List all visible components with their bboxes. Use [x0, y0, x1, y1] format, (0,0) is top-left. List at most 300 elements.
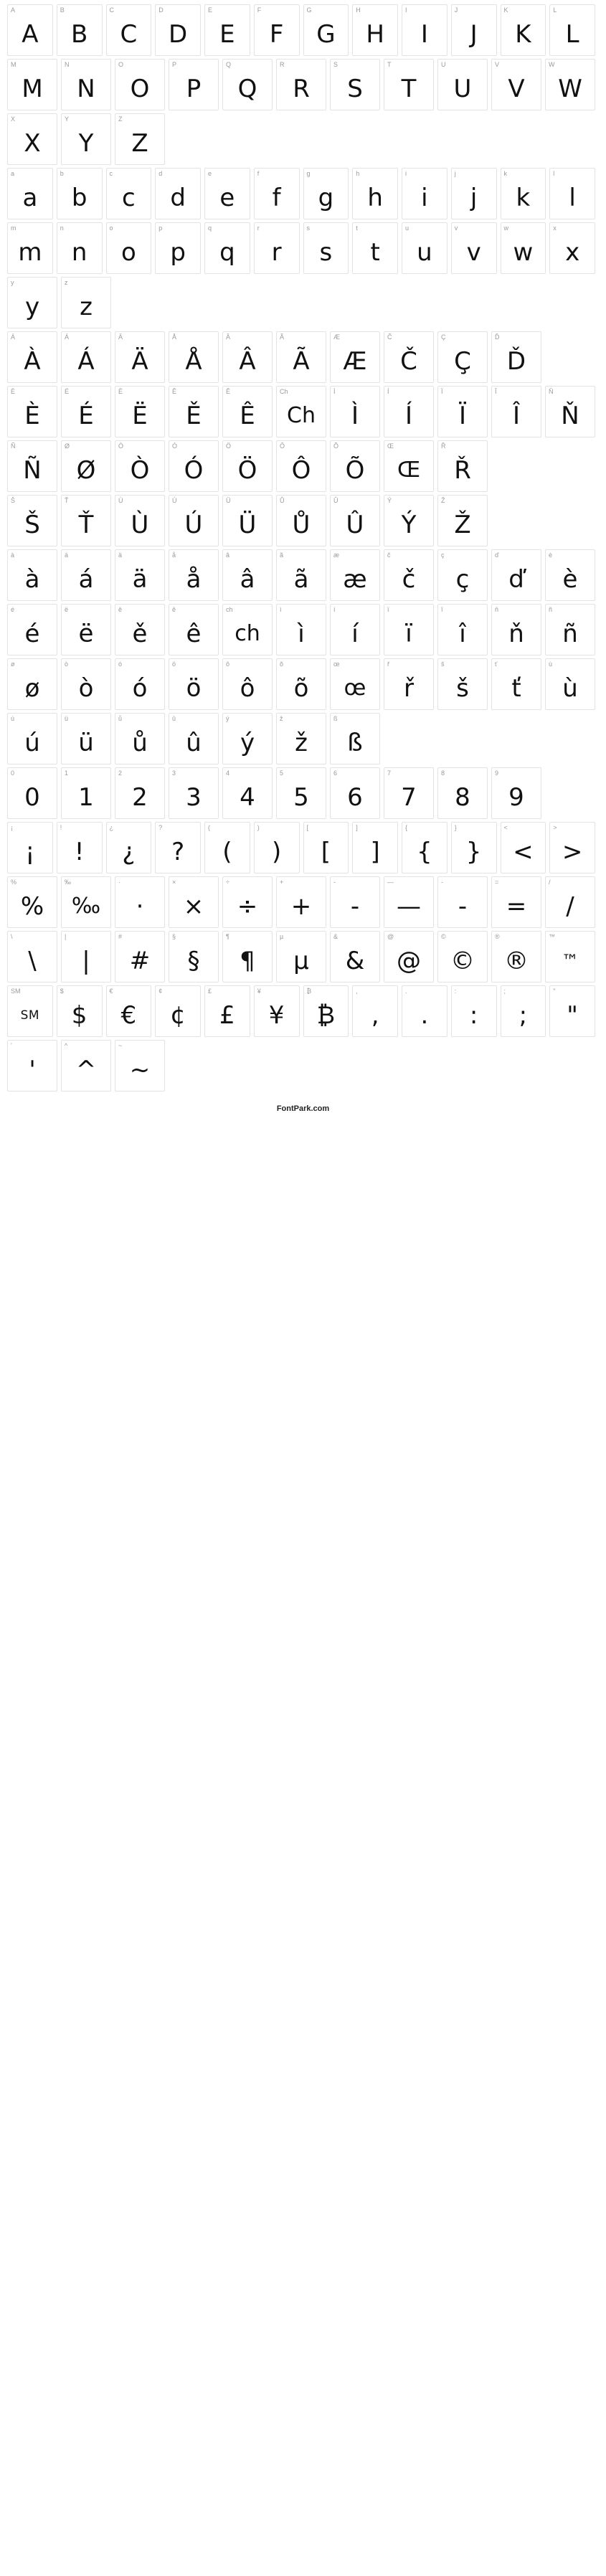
glyph-cell[interactable]	[169, 440, 219, 492]
glyph-cell[interactable]	[222, 604, 273, 655]
glyph-cell[interactable]	[115, 713, 165, 764]
glyph-cell[interactable]	[61, 386, 111, 437]
glyph-cell[interactable]	[115, 876, 165, 928]
glyph-cell[interactable]	[61, 931, 111, 982]
glyph-sheet	[0, 0, 606, 1092]
glyph-cell[interactable]	[491, 331, 541, 383]
glyph-cell[interactable]	[222, 331, 273, 383]
glyph-cell-character: Ch	[287, 403, 316, 428]
glyph-cell[interactable]	[155, 4, 201, 56]
glyph-cell[interactable]	[115, 931, 165, 982]
glyph-cell[interactable]	[352, 822, 398, 873]
glyph-cell-character: 2	[132, 783, 148, 812]
glyph-cell[interactable]	[61, 277, 111, 328]
glyph-cell[interactable]	[276, 59, 326, 110]
glyph-cell-character: h	[367, 184, 383, 212]
glyph-cell[interactable]	[169, 931, 219, 982]
glyph-cell-character: ň	[508, 620, 524, 648]
glyph-cell-label: ë	[65, 606, 69, 613]
glyph-cell[interactable]	[330, 604, 380, 655]
glyph-cell-character: Õ	[345, 456, 365, 485]
glyph-cell[interactable]	[254, 168, 300, 219]
glyph-cell-label: û	[172, 715, 176, 722]
glyph-cell-label: h	[356, 170, 360, 177]
glyph-cell-character: Ž	[454, 511, 471, 539]
glyph-cell[interactable]	[169, 495, 219, 546]
glyph-cell[interactable]	[222, 440, 273, 492]
glyph-cell-character: Ö	[237, 456, 257, 485]
glyph-cell[interactable]	[384, 658, 434, 710]
glyph-cell[interactable]	[7, 604, 57, 655]
glyph-cell[interactable]	[254, 822, 300, 873]
glyph-cell[interactable]	[204, 4, 250, 56]
glyph-cell[interactable]	[169, 876, 219, 928]
glyph-cell[interactable]	[501, 985, 546, 1037]
glyph-cell-label: V	[495, 61, 500, 68]
glyph-cell[interactable]	[106, 222, 152, 274]
glyph-cell[interactable]	[384, 495, 434, 546]
glyph-cell-character: >	[562, 838, 583, 866]
glyph-cell[interactable]	[330, 59, 380, 110]
glyph-cell[interactable]	[549, 4, 595, 56]
glyph-cell[interactable]	[545, 658, 595, 710]
glyph-cell[interactable]	[276, 386, 326, 437]
glyph-cell[interactable]	[501, 168, 546, 219]
glyph-cell[interactable]	[402, 4, 448, 56]
glyph-cell-label: Ý	[387, 497, 392, 504]
glyph-cell[interactable]	[7, 1040, 57, 1092]
glyph-cell[interactable]	[115, 767, 165, 819]
glyph-cell-label: Ò	[118, 442, 124, 450]
glyph-cell[interactable]	[384, 931, 434, 982]
glyph-cell-label: ý	[226, 715, 229, 722]
glyph-cell[interactable]	[7, 713, 57, 764]
glyph-cell-character: Ě	[186, 402, 202, 430]
glyph-row	[7, 440, 599, 492]
glyph-cell[interactable]	[169, 331, 219, 383]
glyph-cell[interactable]	[7, 440, 57, 492]
glyph-cell-character: Û	[346, 511, 364, 539]
glyph-cell[interactable]	[254, 985, 300, 1037]
glyph-cell[interactable]	[352, 4, 398, 56]
glyph-row	[7, 495, 599, 546]
glyph-cell[interactable]	[61, 59, 111, 110]
glyph-cell[interactable]	[7, 113, 57, 165]
glyph-cell-character: ê	[186, 620, 202, 648]
glyph-cell[interactable]	[491, 604, 541, 655]
glyph-cell[interactable]	[402, 168, 448, 219]
glyph-cell[interactable]	[437, 331, 488, 383]
glyph-cell[interactable]	[330, 549, 380, 601]
glyph-cell[interactable]	[384, 604, 434, 655]
glyph-cell-label: N	[65, 61, 70, 68]
glyph-cell[interactable]	[61, 331, 111, 383]
glyph-cell[interactable]	[115, 386, 165, 437]
glyph-cell-character: E	[219, 20, 235, 49]
glyph-cell[interactable]	[222, 767, 273, 819]
glyph-cell[interactable]	[276, 767, 326, 819]
glyph-cell[interactable]	[106, 4, 152, 56]
glyph-cell-character: ï	[405, 620, 412, 648]
glyph-cell[interactable]	[222, 549, 273, 601]
glyph-cell[interactable]	[451, 985, 497, 1037]
glyph-cell[interactable]	[437, 440, 488, 492]
glyph-cell[interactable]	[115, 1040, 165, 1092]
glyph-cell-label: q	[208, 224, 212, 232]
glyph-cell-character: |	[82, 947, 90, 975]
glyph-cell[interactable]	[169, 604, 219, 655]
glyph-cell-character: Ë	[132, 402, 148, 430]
glyph-cell[interactable]	[330, 876, 380, 928]
glyph-cell[interactable]	[276, 549, 326, 601]
glyph-cell-character: Å	[185, 347, 202, 376]
glyph-cell[interactable]	[7, 331, 57, 383]
glyph-cell-label: Ch	[280, 388, 288, 395]
glyph-cell-label: 2	[118, 770, 123, 777]
glyph-cell[interactable]	[115, 604, 165, 655]
glyph-cell[interactable]	[303, 168, 349, 219]
glyph-cell[interactable]	[57, 4, 103, 56]
glyph-cell-label: /	[549, 879, 551, 886]
glyph-cell[interactable]	[384, 767, 434, 819]
glyph-cell[interactable]	[106, 168, 152, 219]
glyph-cell-label: Ø	[65, 442, 70, 450]
glyph-cell[interactable]	[303, 985, 349, 1037]
glyph-cell[interactable]	[115, 331, 165, 383]
glyph-cell-label: ï	[387, 606, 389, 613]
glyph-cell[interactable]	[61, 713, 111, 764]
glyph-cell-character: ¿	[122, 838, 136, 866]
glyph-cell[interactable]	[303, 222, 349, 274]
glyph-cell[interactable]	[155, 822, 201, 873]
glyph-cell[interactable]	[57, 822, 103, 873]
glyph-cell[interactable]	[384, 549, 434, 601]
glyph-cell[interactable]	[204, 222, 250, 274]
glyph-cell[interactable]	[437, 767, 488, 819]
glyph-cell-character: Z	[131, 129, 148, 158]
glyph-cell-character: @	[397, 947, 421, 975]
glyph-cell[interactable]	[222, 713, 273, 764]
glyph-cell-character: Ť	[78, 511, 94, 539]
glyph-cell[interactable]	[7, 658, 57, 710]
glyph-cell-character: È	[24, 402, 40, 430]
glyph-cell-label: Ô	[280, 442, 285, 450]
glyph-cell-label: ch	[226, 606, 233, 613]
glyph-cell-label: d	[158, 170, 163, 177]
glyph-cell[interactable]	[7, 495, 57, 546]
glyph-cell[interactable]	[384, 59, 434, 110]
glyph-cell[interactable]	[106, 985, 152, 1037]
glyph-cell[interactable]	[549, 222, 595, 274]
glyph-cell[interactable]	[303, 4, 349, 56]
glyph-cell-label: —	[387, 879, 394, 886]
glyph-cell[interactable]	[437, 604, 488, 655]
glyph-cell[interactable]	[545, 59, 595, 110]
glyph-cell[interactable]	[352, 222, 398, 274]
glyph-cell[interactable]	[115, 440, 165, 492]
glyph-cell-character: Í	[404, 402, 413, 430]
glyph-cell[interactable]	[57, 985, 103, 1037]
glyph-cell[interactable]	[222, 386, 273, 437]
glyph-cell-character: ;	[519, 1001, 528, 1030]
glyph-cell[interactable]	[437, 931, 488, 982]
glyph-cell-label: X	[11, 115, 16, 123]
glyph-cell-label: 5	[280, 770, 284, 777]
glyph-cell-label: G	[306, 6, 312, 14]
glyph-cell[interactable]	[169, 59, 219, 110]
glyph-cell-character: 3	[186, 783, 202, 812]
glyph-cell-label: ê	[172, 606, 176, 613]
glyph-cell[interactable]	[61, 113, 111, 165]
glyph-cell-label: ₿	[306, 988, 312, 995]
glyph-cell-label: L	[553, 6, 557, 14]
glyph-cell-label: Ä	[118, 333, 123, 341]
glyph-cell[interactable]	[57, 168, 103, 219]
glyph-cell-character: ?	[171, 838, 185, 866]
glyph-cell-label: $	[60, 988, 64, 995]
glyph-cell[interactable]	[491, 386, 541, 437]
glyph-cell[interactable]	[545, 549, 595, 601]
glyph-cell-character: SM	[20, 1008, 40, 1023]
glyph-cell[interactable]	[491, 876, 541, 928]
glyph-row	[7, 386, 599, 437]
glyph-cell[interactable]	[402, 822, 448, 873]
glyph-cell[interactable]	[437, 549, 488, 601]
glyph-cell[interactable]	[7, 767, 57, 819]
glyph-cell-label: ç	[441, 551, 445, 559]
glyph-cell[interactable]	[549, 168, 595, 219]
glyph-cell-label: ã	[280, 551, 284, 559]
glyph-cell-character: Ç	[454, 347, 471, 376]
glyph-cell[interactable]	[7, 59, 57, 110]
glyph-cell[interactable]	[276, 495, 326, 546]
glyph-cell[interactable]	[222, 495, 273, 546]
glyph-cell[interactable]	[437, 495, 488, 546]
glyph-cell[interactable]	[61, 658, 111, 710]
glyph-cell-character: -	[350, 892, 360, 921]
glyph-cell-label: U	[441, 61, 446, 68]
glyph-cell[interactable]	[61, 767, 111, 819]
glyph-cell-character: Œ	[397, 458, 421, 483]
glyph-cell[interactable]	[545, 604, 595, 655]
glyph-cell[interactable]	[155, 985, 201, 1037]
glyph-cell[interactable]	[57, 222, 103, 274]
glyph-cell-character: Ř	[454, 456, 471, 485]
glyph-cell-character: é	[24, 620, 40, 648]
glyph-cell-character: &	[345, 947, 365, 975]
glyph-cell[interactable]	[169, 549, 219, 601]
glyph-cell[interactable]	[437, 876, 488, 928]
glyph-cell[interactable]	[501, 4, 546, 56]
glyph-cell[interactable]	[330, 495, 380, 546]
glyph-cell-character: û	[186, 729, 202, 757]
glyph-cell-label: e	[208, 170, 212, 177]
glyph-cell[interactable]	[330, 713, 380, 764]
glyph-cell[interactable]	[204, 168, 250, 219]
glyph-cell[interactable]	[7, 168, 53, 219]
glyph-cell-character: ©	[450, 947, 475, 975]
glyph-cell[interactable]	[204, 985, 250, 1037]
glyph-cell[interactable]	[545, 876, 595, 928]
glyph-cell[interactable]	[276, 658, 326, 710]
glyph-cell-label: ÷	[226, 879, 229, 886]
glyph-cell[interactable]	[402, 985, 448, 1037]
glyph-cell[interactable]	[451, 222, 497, 274]
glyph-cell[interactable]	[276, 440, 326, 492]
glyph-cell[interactable]	[384, 440, 434, 492]
glyph-cell[interactable]	[222, 876, 273, 928]
glyph-cell[interactable]	[491, 59, 541, 110]
glyph-cell[interactable]	[330, 440, 380, 492]
glyph-cell-character: T	[401, 75, 417, 103]
glyph-cell-label: Û	[333, 497, 338, 504]
glyph-cell-label: Î	[495, 388, 497, 395]
glyph-cell[interactable]	[276, 713, 326, 764]
glyph-cell-label: ì	[280, 606, 282, 613]
glyph-cell[interactable]	[61, 495, 111, 546]
glyph-cell[interactable]	[451, 822, 497, 873]
glyph-cell-label: @	[387, 933, 394, 940]
glyph-cell[interactable]	[451, 4, 497, 56]
glyph-cell-label: 9	[495, 770, 499, 777]
glyph-cell[interactable]	[276, 931, 326, 982]
glyph-cell[interactable]	[491, 549, 541, 601]
glyph-cell-label: ž	[280, 715, 283, 722]
glyph-cell[interactable]	[7, 822, 53, 873]
glyph-cell[interactable]	[115, 113, 165, 165]
glyph-cell-label: Ň	[549, 388, 554, 395]
glyph-cell[interactable]	[222, 59, 273, 110]
glyph-cell[interactable]	[276, 876, 326, 928]
glyph-cell[interactable]	[7, 277, 57, 328]
glyph-cell[interactable]	[437, 386, 488, 437]
glyph-cell-character: ã	[293, 565, 309, 594]
glyph-cell-character: q	[219, 238, 235, 267]
glyph-cell[interactable]	[254, 222, 300, 274]
glyph-cell-character: Š	[24, 511, 40, 539]
glyph-cell[interactable]	[61, 876, 111, 928]
glyph-cell[interactable]	[276, 604, 326, 655]
glyph-cell-label: ^	[65, 1042, 68, 1049]
glyph-cell[interactable]	[61, 549, 111, 601]
glyph-cell-character: ů	[132, 729, 148, 757]
glyph-cell[interactable]	[115, 495, 165, 546]
glyph-cell[interactable]	[303, 822, 349, 873]
glyph-cell[interactable]	[7, 985, 53, 1037]
glyph-cell[interactable]	[7, 931, 57, 982]
glyph-cell-character: €	[120, 1001, 137, 1030]
glyph-cell[interactable]	[169, 658, 219, 710]
glyph-cell[interactable]	[222, 931, 273, 982]
glyph-cell[interactable]	[7, 222, 53, 274]
glyph-cell[interactable]	[330, 331, 380, 383]
glyph-cell-label: f	[257, 170, 260, 177]
glyph-cell-character: =	[506, 892, 527, 921]
glyph-cell[interactable]	[61, 1040, 111, 1092]
glyph-cell[interactable]	[276, 331, 326, 383]
glyph-cell-character: U	[453, 75, 472, 103]
glyph-cell[interactable]	[7, 4, 53, 56]
glyph-cell[interactable]	[155, 222, 201, 274]
glyph-cell[interactable]	[61, 604, 111, 655]
glyph-cell-label: ¢	[158, 988, 163, 995]
glyph-cell[interactable]	[7, 549, 57, 601]
glyph-cell[interactable]	[384, 386, 434, 437]
glyph-cell[interactable]	[169, 713, 219, 764]
glyph-cell[interactable]	[106, 822, 152, 873]
glyph-cell[interactable]	[7, 876, 57, 928]
glyph-cell[interactable]	[384, 331, 434, 383]
glyph-cell-character: Ñ	[23, 456, 42, 485]
glyph-cell[interactable]	[115, 658, 165, 710]
glyph-cell-label: #	[118, 933, 123, 940]
glyph-cell[interactable]	[491, 767, 541, 819]
glyph-cell[interactable]	[352, 985, 398, 1037]
glyph-cell[interactable]	[330, 767, 380, 819]
glyph-cell[interactable]	[437, 59, 488, 110]
glyph-cell-character: l	[569, 184, 576, 212]
glyph-cell[interactable]	[491, 658, 541, 710]
glyph-cell[interactable]	[437, 658, 488, 710]
glyph-cell[interactable]	[169, 767, 219, 819]
glyph-cell[interactable]	[254, 4, 300, 56]
glyph-cell[interactable]	[545, 931, 595, 982]
glyph-cell[interactable]	[169, 386, 219, 437]
glyph-cell-label: W	[549, 61, 555, 68]
glyph-cell-character: Â	[239, 347, 256, 376]
glyph-cell-label: Ë	[118, 388, 123, 395]
glyph-cell[interactable]	[330, 931, 380, 982]
glyph-cell-character: ¡	[25, 838, 35, 866]
glyph-cell-label: š	[441, 660, 445, 668]
glyph-cell[interactable]	[330, 658, 380, 710]
glyph-cell-character: Ø	[76, 456, 96, 485]
glyph-cell-character: k	[516, 184, 531, 212]
glyph-cell-label: T	[387, 61, 392, 68]
glyph-cell-label: =	[495, 879, 499, 886]
glyph-cell[interactable]	[352, 168, 398, 219]
glyph-cell-character: .	[420, 1001, 429, 1030]
glyph-cell[interactable]	[501, 822, 546, 873]
glyph-cell-character: <	[513, 838, 534, 866]
glyph-cell[interactable]	[451, 168, 497, 219]
glyph-cell[interactable]	[545, 386, 595, 437]
glyph-cell-label: Ž	[441, 497, 445, 504]
glyph-cell-character: M	[22, 75, 43, 103]
glyph-cell[interactable]	[330, 386, 380, 437]
glyph-cell-label: ñ	[549, 606, 553, 613]
glyph-cell[interactable]	[384, 876, 434, 928]
glyph-cell[interactable]	[491, 931, 541, 982]
glyph-cell[interactable]	[7, 386, 57, 437]
glyph-cell-character: ç	[455, 565, 470, 594]
glyph-cell-character: :	[469, 1001, 478, 1030]
glyph-cell[interactable]	[61, 440, 111, 492]
glyph-cell-label: ú	[11, 715, 15, 722]
glyph-cell-character: ~	[129, 1056, 151, 1084]
glyph-row	[7, 822, 599, 873]
glyph-cell[interactable]	[115, 59, 165, 110]
glyph-cell[interactable]	[204, 822, 250, 873]
glyph-cell-label: B	[60, 6, 65, 14]
glyph-cell[interactable]	[402, 222, 448, 274]
glyph-cell[interactable]	[155, 168, 201, 219]
glyph-cell[interactable]	[501, 222, 546, 274]
glyph-cell[interactable]	[549, 985, 595, 1037]
glyph-cell[interactable]	[222, 658, 273, 710]
glyph-cell[interactable]	[115, 549, 165, 601]
glyph-cell[interactable]	[549, 822, 595, 873]
